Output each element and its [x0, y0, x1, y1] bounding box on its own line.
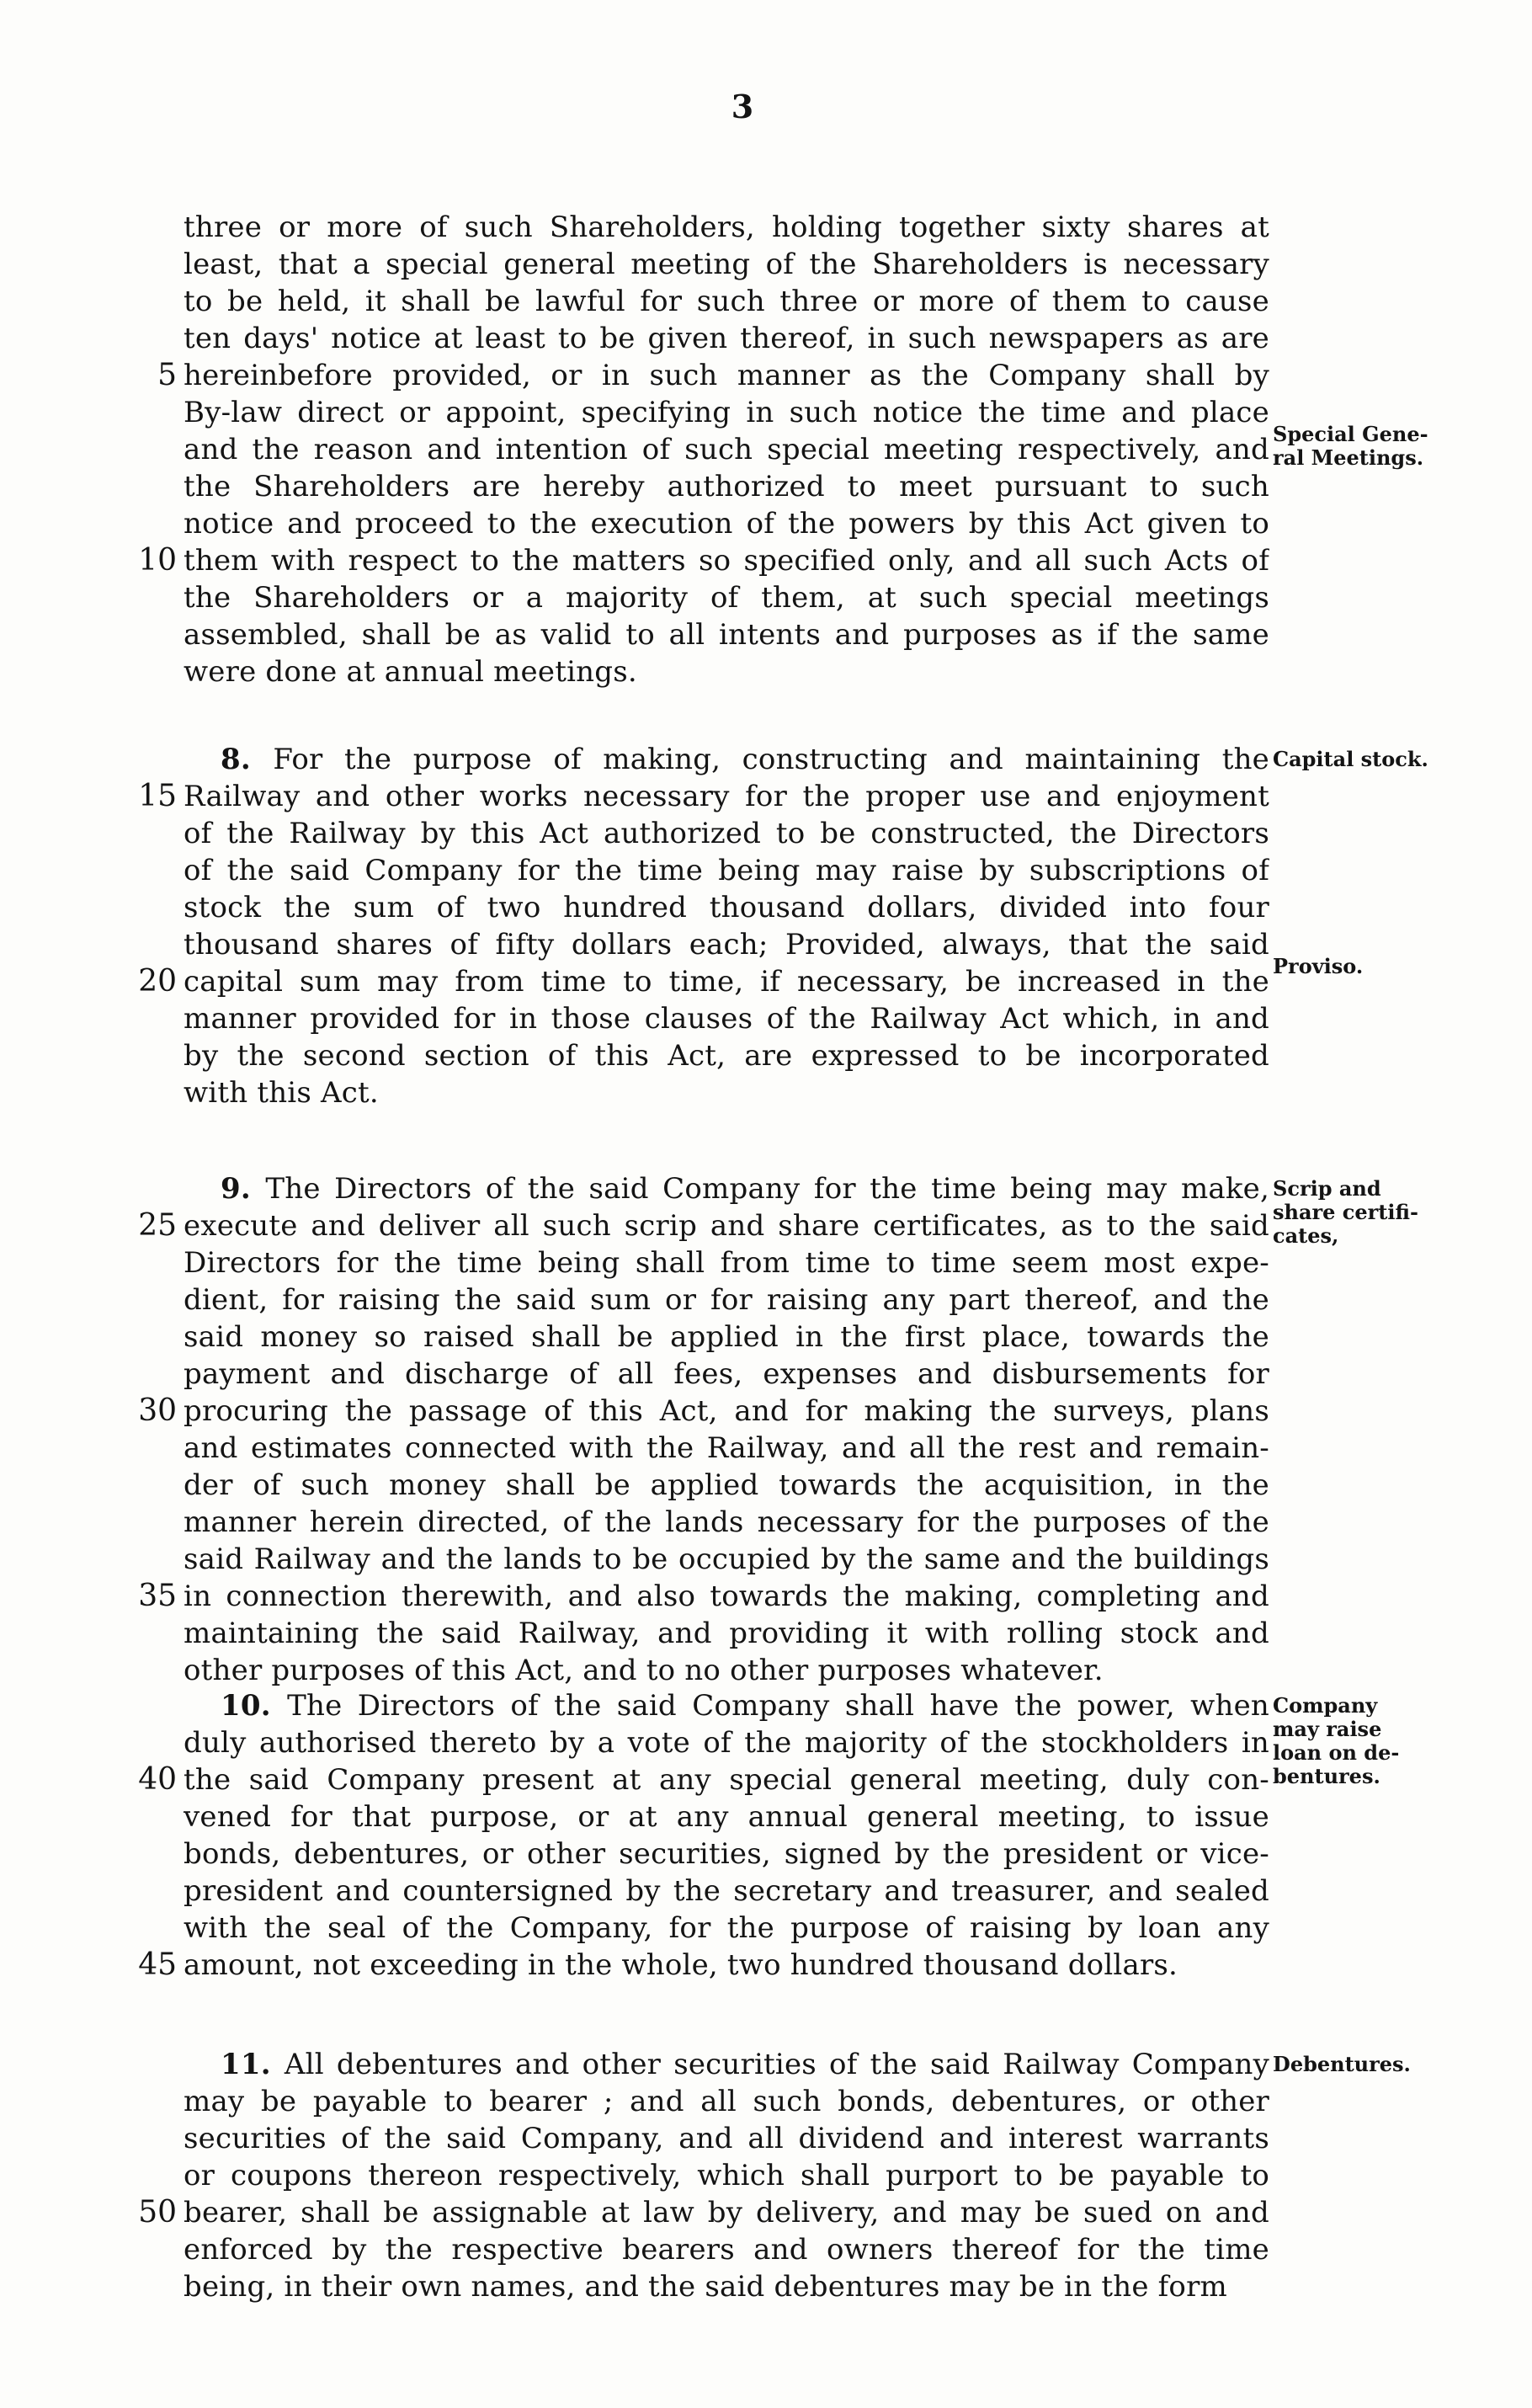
line-text: were done at annual meetings. [184, 655, 637, 689]
line-text: capital sum may from time to time, if necessary, be increased in the [184, 965, 1269, 999]
text-line [184, 1281, 1269, 1319]
line-number: 20 [138, 964, 177, 999]
text-line [221, 741, 1269, 778]
line-text: and the reason and intention of such special meeting respectively, and [184, 433, 1269, 466]
text-line [184, 283, 1269, 320]
text-line [184, 1798, 1269, 1835]
text-line [184, 1578, 1269, 1615]
text-line [184, 2120, 1269, 2157]
line-text: payment and discharge of all fees, expenses and disbursements for [184, 1357, 1269, 1391]
text-line [184, 1037, 1269, 1074]
text-line [184, 246, 1269, 283]
text-line [184, 852, 1269, 889]
text-line [221, 1170, 1269, 1207]
line-text: assembled, shall be as valid to all intents and purposes as if the same [184, 618, 1269, 652]
text-line [184, 963, 1269, 1000]
line-number: 5 [157, 358, 177, 392]
line-text: manner herein directed, of the lands necessary for the purposes of the [184, 1505, 1269, 1539]
margin-note: Debentures. [1273, 2052, 1411, 2076]
line-text: der of such money shall be applied towards the acquisition, in the [184, 1468, 1269, 1502]
line-number: 50 [138, 2195, 177, 2230]
line-text: Railway and other works necessary for the proper use and enjoyment [184, 780, 1269, 813]
text-line [221, 1687, 1269, 1724]
margin-note: Scrip and share certifi- cates, [1273, 1176, 1418, 1248]
line-text: or coupons thereon respectively, which shall purport to be payable to [184, 2159, 1269, 2192]
line-number: 35 [138, 1579, 177, 1613]
line-text: being, in their own names, and the said debentures may be in the form [184, 2270, 1227, 2304]
text-line [184, 1835, 1269, 1873]
line-text: vened for that purpose, or at any annual general meeting, to issue [184, 1800, 1269, 1834]
margin-note: Special Gene- ral Meetings. [1273, 422, 1428, 471]
line-text: by the second section of this Act, are expressed to be incorporated [184, 1039, 1269, 1073]
line-text: them with respect to the matters so specified only, and all such Acts of [184, 544, 1269, 578]
text-line [184, 2194, 1269, 2231]
text-line [184, 653, 1269, 690]
line-text: The Directors of the said Company for the time being may make, [265, 1172, 1269, 1206]
line-text: enforced by the respective bearers and owners thereof for the time [184, 2233, 1269, 2267]
line-text: bonds, debentures, or other securities, signed by the president or vice- [184, 1837, 1269, 1871]
line-text: other purposes of this Act, and to no other purposes whatever. [184, 1654, 1104, 1687]
text-line [184, 1356, 1269, 1393]
text-line [184, 1319, 1269, 1356]
text-line [184, 1467, 1269, 1504]
section-number: 9. [221, 1172, 266, 1206]
page-number: 3 [731, 88, 754, 125]
text-line [184, 542, 1269, 579]
text-line [184, 1074, 1269, 1111]
line-text: the Shareholders are hereby authorized to meet pursuant to such [184, 470, 1269, 503]
line-text: president and countersigned by the secretary and treasurer, and sealed [184, 1874, 1269, 1908]
text-line [184, 431, 1269, 468]
line-text: and estimates connected with the Railway, and all the rest and remain- [184, 1431, 1269, 1465]
line-number: 45 [138, 1947, 177, 1982]
text-line [184, 2268, 1269, 2305]
text-line [184, 1207, 1269, 1244]
text-line [184, 357, 1269, 394]
line-number: 10 [138, 543, 177, 578]
text-line [221, 2046, 1269, 2083]
line-text: amount, not exceeding in the whole, two hundred thousand dollars. [184, 1948, 1178, 1982]
line-text: with the seal of the Company, for the purpose of raising by loan any [184, 1911, 1269, 1945]
line-text: notice and proceed to the execution of the powers by this Act given to [184, 507, 1269, 541]
line-text: hereinbefore provided, or in such manner as the Company shall by [184, 359, 1269, 392]
line-text: dient, for raising the said sum or for raising any part thereof, and the [184, 1283, 1269, 1317]
line-text: may be payable to bearer ; and all such bonds, debentures, or other [184, 2085, 1269, 2118]
text-line [184, 468, 1269, 505]
section-number: 11. [221, 2048, 285, 2081]
line-text: For the purpose of making, constructing and maintaining the [273, 743, 1269, 776]
line-text: of the said Company for the time being may raise by subscriptions of [184, 854, 1269, 887]
margin-note: Company may raise loan on de- bentures. [1273, 1693, 1400, 1788]
text-line [184, 1541, 1269, 1578]
line-text: Directors for the time being shall from time to time seem most expe- [184, 1246, 1269, 1280]
line-text: least, that a special general meeting of the Shareholders is necessary [184, 248, 1269, 281]
line-text: securities of the said Company, and all dividend and interest warrants [184, 2122, 1269, 2155]
line-text: the Shareholders or a majority of them, at such special meetings [184, 581, 1269, 615]
line-number: 30 [138, 1393, 177, 1428]
text-line [184, 889, 1269, 926]
line-text: of the Railway by this Act authorized to be constructed, the Directors [184, 817, 1269, 850]
text-line [184, 815, 1269, 852]
line-text: procuring the passage of this Act, and for making the surveys, plans [184, 1394, 1269, 1428]
line-text: manner provided for in those clauses of the Railway Act which, in and [184, 1002, 1269, 1036]
text-line [184, 2083, 1269, 2120]
line-text: bearer, shall be assignable at law by delivery, and may be sued on and [184, 2196, 1269, 2230]
line-text: three or more of such Shareholders, holding together sixty shares at [184, 210, 1269, 244]
text-line [184, 1244, 1269, 1281]
text-line [184, 579, 1269, 616]
line-text: said money so raised shall be applied in the first place, towards the [184, 1320, 1269, 1354]
text-line [184, 1393, 1269, 1430]
line-text: ten days' notice at least to be given thereof, in such newspapers as are [184, 322, 1269, 355]
text-line [184, 1504, 1269, 1541]
text-line [184, 778, 1269, 815]
section-number: 8. [221, 743, 274, 776]
text-line [184, 209, 1269, 246]
line-text: maintaining the said Railway, and providing it with rolling stock and [184, 1617, 1269, 1650]
line-text: thousand shares of fifty dollars each; Provided, always, that the said [184, 928, 1269, 962]
margin-note: Capital stock. [1273, 747, 1428, 771]
text-line [184, 320, 1269, 357]
text-line [184, 1873, 1269, 1910]
text-line [184, 1910, 1269, 1947]
text-line [184, 1724, 1269, 1761]
text-line [184, 1615, 1269, 1652]
text-line [184, 926, 1269, 963]
margin-note: Proviso. [1273, 954, 1364, 979]
line-text: By-law direct or appoint, specifying in such notice the time and place [184, 396, 1269, 429]
line-text: The Directors of the said Company shall have the power, when [287, 1689, 1269, 1723]
text-line [184, 394, 1269, 431]
line-number: 15 [138, 779, 177, 813]
section-number: 10. [221, 1689, 288, 1723]
line-number: 40 [138, 1762, 177, 1797]
text-line [184, 505, 1269, 542]
line-text: to be held, it shall be lawful for such three or more of them to cause [184, 285, 1269, 318]
text-line [184, 2231, 1269, 2268]
text-line [184, 2157, 1269, 2194]
line-text: the said Company present at any special general meeting, duly con- [184, 1763, 1269, 1797]
line-text: said Railway and the lands to be occupied by the same and the buildings [184, 1542, 1269, 1576]
line-text: duly authorised thereto by a vote of the majority of the stockholders in [184, 1726, 1269, 1760]
line-text: with this Act. [184, 1076, 379, 1110]
line-text: stock the sum of two hundred thousand dollars, divided into four [184, 891, 1269, 924]
line-text: execute and deliver all such scrip and share certificates, as to the said [184, 1209, 1269, 1243]
line-text: All debentures and other securities of the said Railway Company [284, 2048, 1269, 2081]
text-line [184, 616, 1269, 653]
text-line [184, 1430, 1269, 1467]
text-line [184, 1761, 1269, 1798]
line-text: in connection therewith, and also towards the making, completing and [184, 1580, 1269, 1613]
text-line [184, 1652, 1269, 1689]
line-number: 25 [138, 1208, 177, 1243]
text-line [184, 1947, 1269, 1984]
text-line [184, 1000, 1269, 1037]
